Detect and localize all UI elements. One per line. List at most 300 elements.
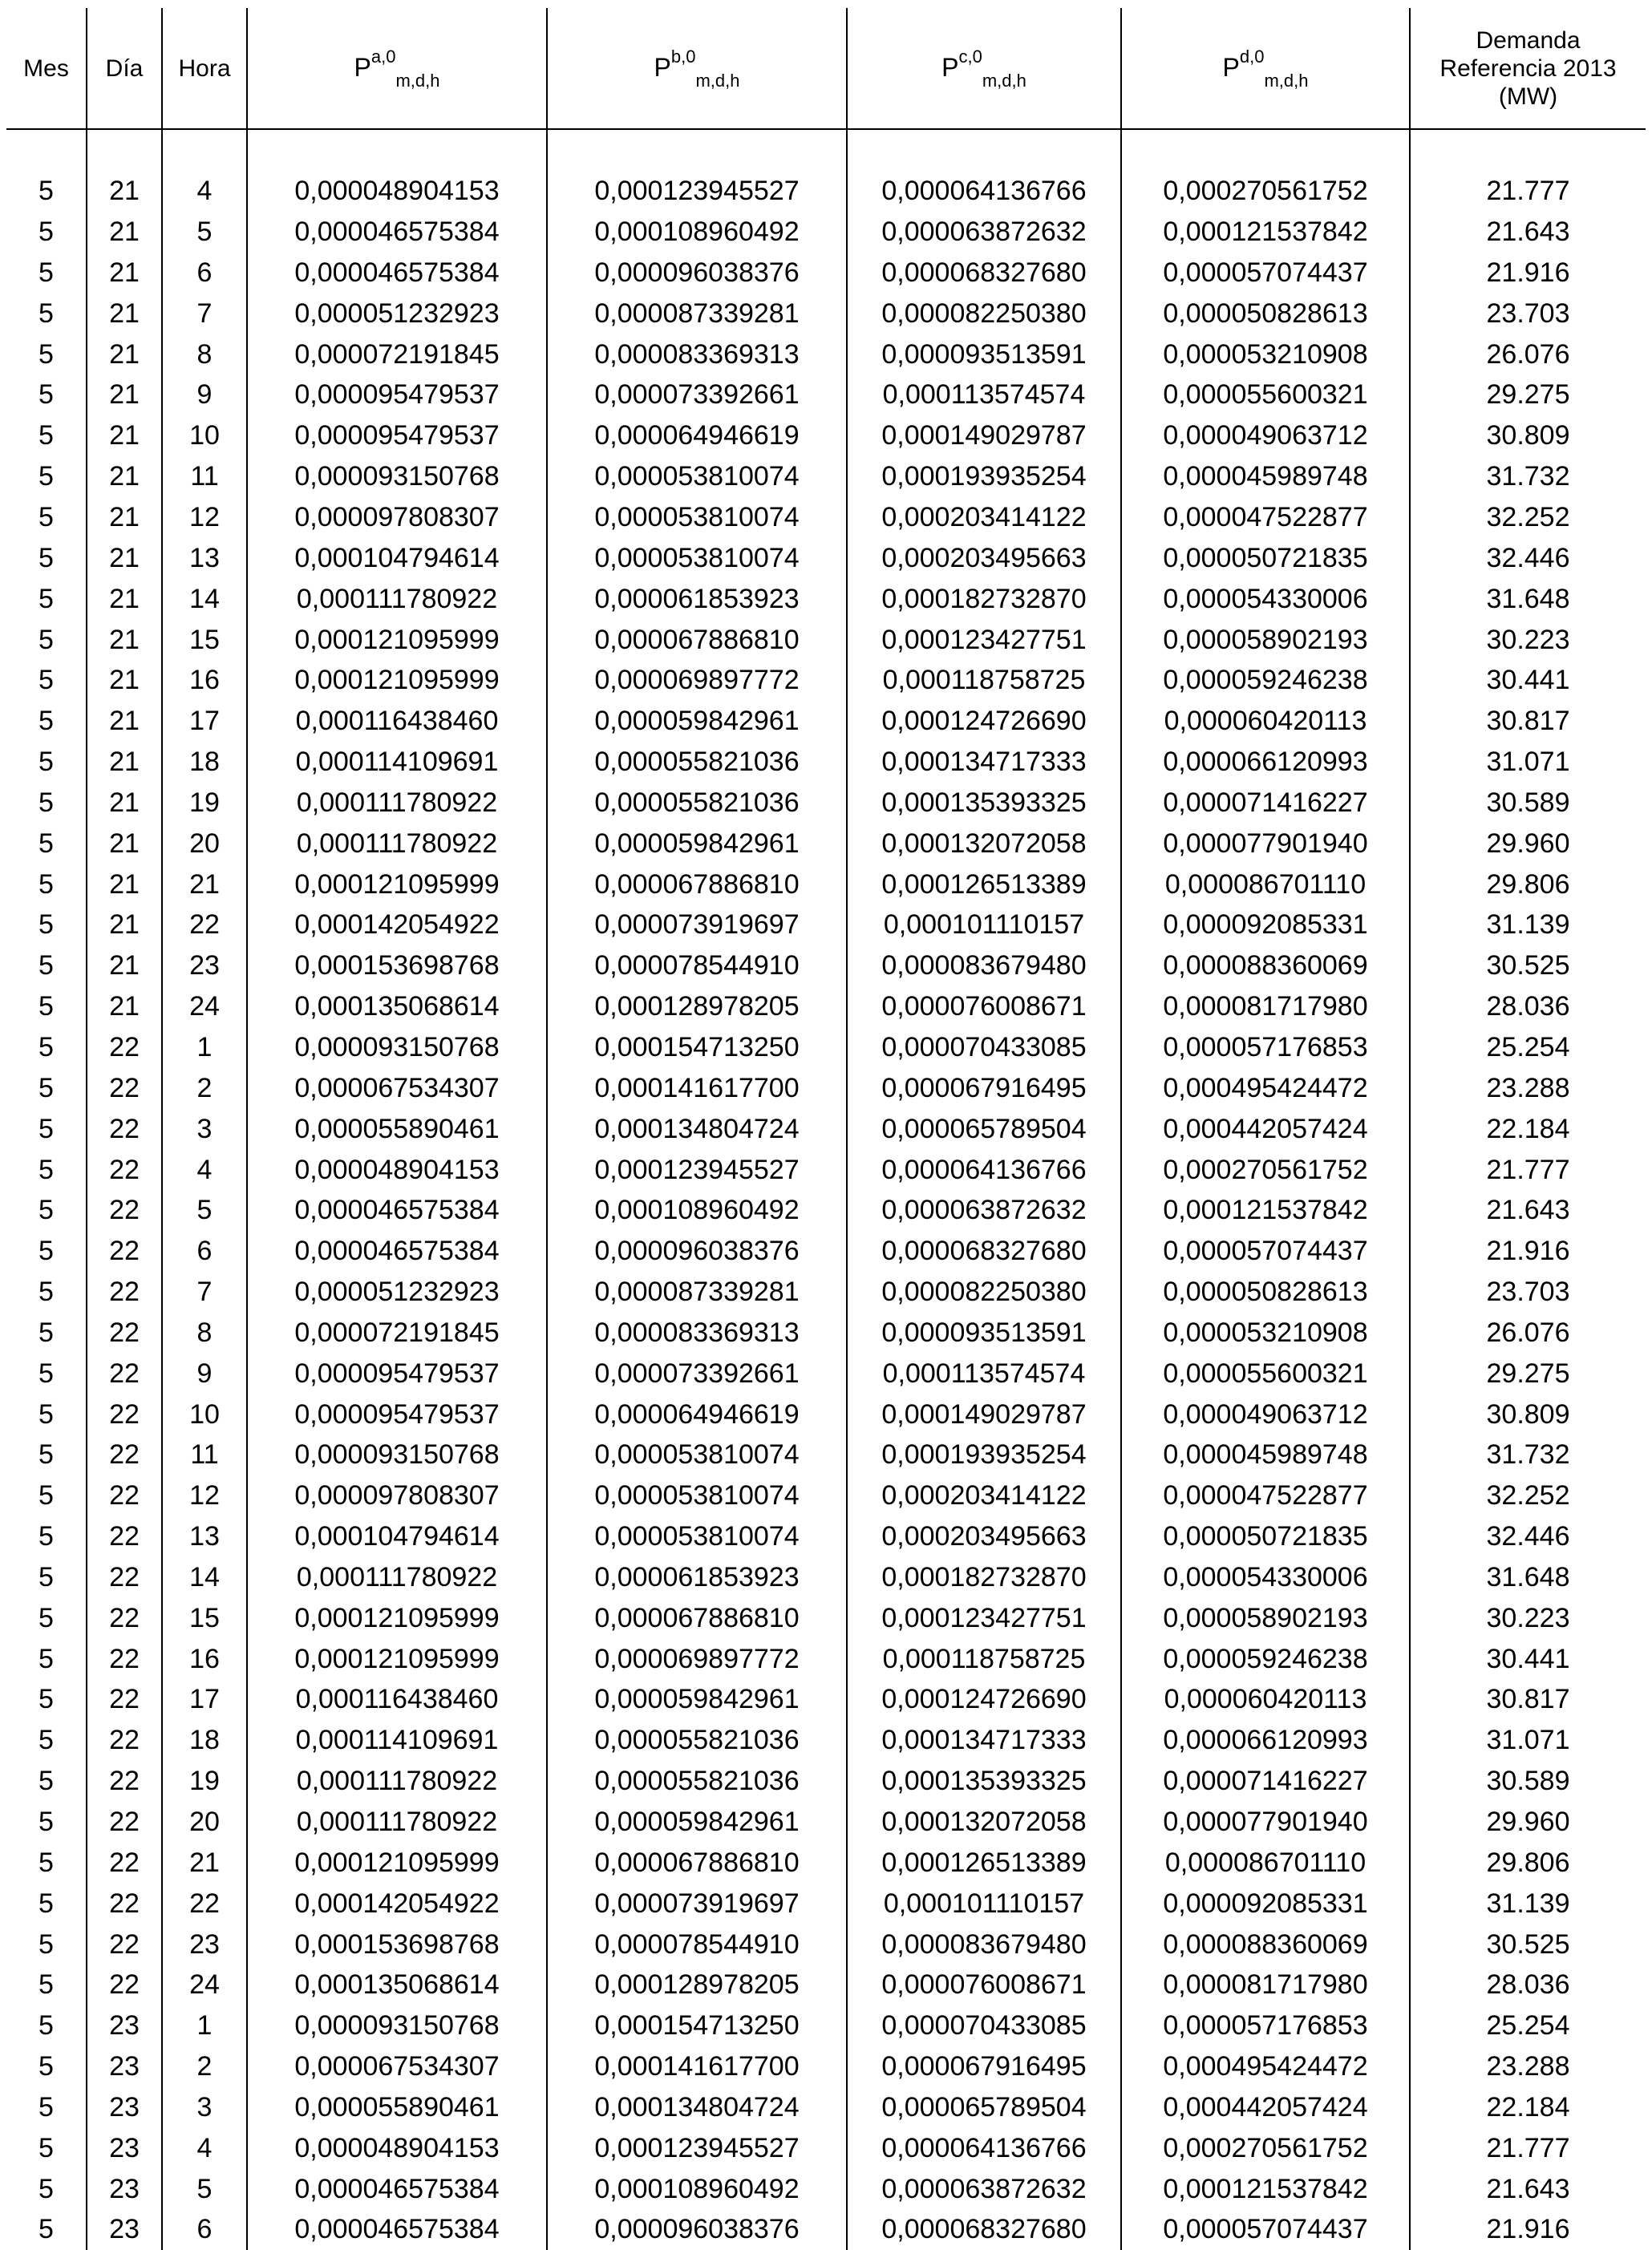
cell-pd: 0,000121537842	[1121, 212, 1410, 253]
cell-pa: 0,000046575384	[247, 2168, 547, 2209]
cell-mes: 5	[38, 1766, 54, 1797]
cell-demanda: 32.446	[1410, 1516, 1646, 1557]
cell-pa: 0,000121095999	[247, 864, 547, 904]
cell-hora: 10	[162, 415, 247, 456]
header-mes: Mes	[6, 8, 87, 129]
cell-pd: 0,000055600321	[1121, 374, 1410, 415]
cell-pc: 0,000067916495	[847, 2046, 1121, 2087]
header-hora: Hora	[162, 8, 247, 129]
cell-pc: 0,000093513591	[847, 334, 1121, 374]
cell-pb: 0,000053810074	[547, 1435, 847, 1475]
cell-dia: 22	[87, 1475, 162, 1516]
cell-pb: 0,000123945527	[547, 171, 847, 212]
cell-pa: 0,000114109691	[247, 1720, 547, 1761]
cell-dia: 22	[87, 1149, 162, 1190]
cell-pb: 0,000073392661	[547, 374, 847, 415]
pb-symbol: P$^{b,0}_{m,d,h}$	[654, 46, 740, 91]
table-row	[6, 171, 1646, 212]
cell-mes: 5	[38, 2010, 54, 2042]
table-row	[6, 1190, 1646, 1231]
cell-pb: 0,000067886810	[547, 1842, 847, 1883]
cell-pc: 0,000126513389	[847, 864, 1121, 904]
cell-pa: 0,000121095999	[247, 1638, 547, 1679]
cell-mes: 5	[38, 1398, 54, 1430]
cell-dia: 23	[87, 2087, 162, 2128]
cell-pd: 0,000081717980	[1121, 1965, 1410, 2005]
cell-mes: 5	[38, 665, 54, 696]
cell-dia: 23	[87, 2127, 162, 2168]
cell-pb: 0,000087339281	[547, 293, 847, 334]
cell-dia: 22	[87, 1883, 162, 1924]
table-row	[6, 1394, 1646, 1435]
cell-hora: 9	[162, 374, 247, 415]
cell-pb: 0,000053810074	[547, 497, 847, 538]
cell-pd: 0,000047522877	[1121, 1475, 1410, 1516]
cell-pa: 0,000097808307	[247, 1475, 547, 1516]
table-row	[6, 619, 1646, 660]
cell-pb: 0,000053810074	[547, 456, 847, 497]
cell-dia: 21	[87, 171, 162, 212]
cell-hora: 24	[162, 1965, 247, 2005]
table-row	[6, 537, 1646, 578]
cell-pd: 0,000058902193	[1121, 619, 1410, 660]
cell-dia: 22	[87, 1557, 162, 1598]
cell-demanda: 31.071	[1410, 742, 1646, 783]
cell-hora: 15	[162, 1597, 247, 1638]
table-row	[6, 1842, 1646, 1883]
cell-pb: 0,000053810074	[547, 537, 847, 578]
table-row	[6, 1435, 1646, 1475]
cell-mes: 5	[38, 583, 54, 614]
cell-pd: 0,000050721835	[1121, 537, 1410, 578]
cell-pc: 0,000134717333	[847, 742, 1121, 783]
cell-pc: 0,000113574574	[847, 374, 1121, 415]
cell-hora: 6	[162, 1231, 247, 1272]
cell-pb: 0,000053810074	[547, 1516, 847, 1557]
cell-pd: 0,000071416227	[1121, 783, 1410, 824]
cell-hora: 1	[162, 1027, 247, 1068]
cell-pb: 0,000108960492	[547, 212, 847, 253]
cell-pa: 0,000046575384	[247, 212, 547, 253]
cell-demanda: 30.589	[1410, 783, 1646, 824]
cell-pc: 0,000124726690	[847, 701, 1121, 742]
cell-dia: 21	[87, 823, 162, 864]
cell-demanda: 29.275	[1410, 374, 1646, 415]
cell-pd: 0,000088360069	[1121, 1924, 1410, 1965]
cell-demanda: 32.252	[1410, 497, 1646, 538]
cell-mes: 5	[38, 1969, 54, 2001]
cell-dia: 22	[87, 1027, 162, 1068]
cell-pc: 0,000149029787	[847, 415, 1121, 456]
cell-mes: 5	[38, 1358, 54, 1389]
cell-pd: 0,000049063712	[1121, 415, 1410, 456]
cell-demanda: 30.589	[1410, 1761, 1646, 1802]
cell-pb: 0,000083369313	[547, 1312, 847, 1353]
cell-pa: 0,000121095999	[247, 1597, 547, 1638]
cell-mes: 5	[38, 1725, 54, 1756]
cell-pa: 0,000095479537	[247, 1353, 547, 1394]
cell-pb: 0,000055821036	[547, 783, 847, 824]
cell-pc: 0,000063872632	[847, 1190, 1121, 1231]
cell-pc: 0,000067916495	[847, 1067, 1121, 1108]
cell-mes: 5	[38, 1888, 54, 1919]
cell-pa: 0,000051232923	[247, 293, 547, 334]
table-row	[6, 945, 1646, 986]
cell-demanda: 31.732	[1410, 1435, 1646, 1475]
cell-pa: 0,000142054922	[247, 904, 547, 945]
header-pc	[847, 8, 1121, 129]
cell-hora: 23	[162, 1924, 247, 1965]
cell-pc: 0,000076008671	[847, 986, 1121, 1027]
cell-mes: 5	[38, 787, 54, 818]
cell-dia: 23	[87, 2168, 162, 2209]
cell-pa: 0,000111780922	[247, 1557, 547, 1598]
cell-pb: 0,000154713250	[547, 1027, 847, 1068]
cell-pc: 0,000068327680	[847, 1231, 1121, 1272]
cell-dia: 21	[87, 212, 162, 253]
cell-pd: 0,000495424472	[1121, 1067, 1410, 1108]
cell-hora: 13	[162, 537, 247, 578]
cell-pa: 0,000093150768	[247, 2005, 547, 2046]
cell-demanda: 25.254	[1410, 1027, 1646, 1068]
cell-dia: 22	[87, 1516, 162, 1557]
cell-pb: 0,000096038376	[547, 2209, 847, 2250]
table-row	[6, 1720, 1646, 1761]
cell-hora: 4	[162, 171, 247, 212]
cell-mes: 5	[38, 2132, 54, 2163]
header-pa	[247, 8, 547, 129]
cell-dia: 22	[87, 1435, 162, 1475]
cell-mes: 5	[38, 379, 54, 411]
cell-pc: 0,000203495663	[847, 1516, 1121, 1557]
cell-mes: 5	[38, 1072, 54, 1103]
cell-pb: 0,000123945527	[547, 2127, 847, 2168]
cell-pa: 0,000095479537	[247, 374, 547, 415]
cell-pd: 0,000057176853	[1121, 2005, 1410, 2046]
table-row	[6, 2046, 1646, 2087]
cell-pb: 0,000061853923	[547, 1557, 847, 1598]
cell-demanda: 29.806	[1410, 1842, 1646, 1883]
table-row	[6, 497, 1646, 538]
cell-mes: 5	[38, 2091, 54, 2123]
cell-pd: 0,000077901940	[1121, 823, 1410, 864]
table-row	[6, 1597, 1646, 1638]
cell-mes: 5	[38, 1807, 54, 1838]
cell-mes: 5	[38, 1277, 54, 1308]
cell-pa: 0,000046575384	[247, 2209, 547, 2250]
cell-pc: 0,000076008671	[847, 1965, 1121, 2005]
cell-pb: 0,000055821036	[547, 1761, 847, 1802]
cell-pc: 0,000068327680	[847, 253, 1121, 293]
cell-pa: 0,000114109691	[247, 742, 547, 783]
cell-dia: 22	[87, 1679, 162, 1720]
demand-profile-table	[6, 8, 1646, 2250]
cell-pc: 0,000064136766	[847, 1149, 1121, 1190]
cell-dia: 21	[87, 293, 162, 334]
cell-mes: 5	[38, 624, 54, 655]
table-row	[6, 1027, 1646, 1068]
cell-pb: 0,000069897772	[547, 1638, 847, 1679]
cell-pa: 0,000111780922	[247, 578, 547, 619]
cell-hora: 9	[162, 1353, 247, 1394]
cell-mes: 5	[38, 868, 54, 900]
cell-demanda: 31.139	[1410, 904, 1646, 945]
cell-hora: 10	[162, 1394, 247, 1435]
table-row	[6, 2168, 1646, 2209]
cell-demanda: 28.036	[1410, 986, 1646, 1027]
cell-pc: 0,000070433085	[847, 1027, 1121, 1068]
cell-dia: 22	[87, 1761, 162, 1802]
cell-pd: 0,000092085331	[1121, 904, 1410, 945]
cell-hora: 15	[162, 619, 247, 660]
cell-pa: 0,000121095999	[247, 660, 547, 701]
cell-mes: 5	[38, 1113, 54, 1144]
cell-demanda: 21.916	[1410, 2209, 1646, 2250]
cell-pa: 0,000153698768	[247, 1924, 547, 1965]
cell-pd: 0,000059246238	[1121, 660, 1410, 701]
cell-pb: 0,000123945527	[547, 1149, 847, 1190]
cell-dia: 21	[87, 864, 162, 904]
cell-pb: 0,000067886810	[547, 619, 847, 660]
cell-mes: 5	[38, 1643, 54, 1674]
cell-pa: 0,000051232923	[247, 1272, 547, 1313]
table-row	[6, 904, 1646, 945]
cell-mes: 5	[38, 1154, 54, 1185]
pa-symbol: P$^{a,0}_{m,d,h}$	[354, 46, 440, 91]
table-row	[6, 1679, 1646, 1720]
cell-pa: 0,000048904153	[247, 171, 547, 212]
cell-hora: 18	[162, 1720, 247, 1761]
cell-mes: 5	[38, 2051, 54, 2082]
cell-pa: 0,000104794614	[247, 1516, 547, 1557]
cell-pb: 0,000108960492	[547, 2168, 847, 2209]
cell-pd: 0,000050721835	[1121, 1516, 1410, 1557]
cell-demanda: 22.184	[1410, 2087, 1646, 2128]
cell-mes: 5	[38, 909, 54, 941]
cell-hora: 14	[162, 578, 247, 619]
cell-pd: 0,000442057424	[1121, 2087, 1410, 2128]
cell-pc: 0,000193935254	[847, 456, 1121, 497]
cell-demanda: 31.648	[1410, 578, 1646, 619]
cell-pd: 0,000055600321	[1121, 1353, 1410, 1394]
cell-demanda: 30.525	[1410, 1924, 1646, 1965]
cell-dia: 22	[87, 1842, 162, 1883]
cell-mes: 5	[38, 1561, 54, 1592]
cell-hora: 22	[162, 1883, 247, 1924]
cell-demanda: 21.777	[1410, 1149, 1646, 1190]
cell-pa: 0,000055890461	[247, 2087, 547, 2128]
cell-pa: 0,000104794614	[247, 537, 547, 578]
cell-pc: 0,000123427751	[847, 1597, 1121, 1638]
table-row	[6, 701, 1646, 742]
cell-pa: 0,000111780922	[247, 823, 547, 864]
cell-hora: 20	[162, 823, 247, 864]
table-row	[6, 1883, 1646, 1924]
cell-pa: 0,000111780922	[247, 783, 547, 824]
cell-pa: 0,000067534307	[247, 1067, 547, 1108]
cell-pb: 0,000141617700	[547, 2046, 847, 2087]
cell-pa: 0,000093150768	[247, 456, 547, 497]
cell-hora: 17	[162, 1679, 247, 1720]
cell-pb: 0,000154713250	[547, 2005, 847, 2046]
cell-dia: 21	[87, 701, 162, 742]
cell-dia: 22	[87, 1067, 162, 1108]
cell-pb: 0,000083369313	[547, 334, 847, 374]
cell-pd: 0,000121537842	[1121, 1190, 1410, 1231]
cell-dia: 21	[87, 742, 162, 783]
cell-hora: 23	[162, 945, 247, 986]
cell-pd: 0,000049063712	[1121, 1394, 1410, 1435]
cell-pa: 0,000067534307	[247, 2046, 547, 2087]
table-row	[6, 1802, 1646, 1843]
table-row	[6, 2005, 1646, 2046]
cell-hora: 22	[162, 904, 247, 945]
cell-demanda: 30.223	[1410, 619, 1646, 660]
cell-pd: 0,000442057424	[1121, 1108, 1410, 1149]
cell-pa: 0,000153698768	[247, 945, 547, 986]
cell-pa: 0,000135068614	[247, 1965, 547, 2005]
cell-demanda: 23.288	[1410, 2046, 1646, 2087]
cell-demanda: 23.703	[1410, 1272, 1646, 1313]
cell-pb: 0,000096038376	[547, 253, 847, 293]
header-row	[6, 8, 1646, 129]
cell-hora: 5	[162, 1190, 247, 1231]
cell-hora: 5	[162, 212, 247, 253]
cell-hora: 8	[162, 1312, 247, 1353]
cell-pd: 0,000050828613	[1121, 1272, 1410, 1313]
cell-pd: 0,000121537842	[1121, 2168, 1410, 2209]
cell-pb: 0,000096038376	[547, 1231, 847, 1272]
cell-pc: 0,000083679480	[847, 945, 1121, 986]
cell-pa: 0,000121095999	[247, 1842, 547, 1883]
cell-pc: 0,000132072058	[847, 1802, 1121, 1843]
cell-demanda: 21.643	[1410, 1190, 1646, 1231]
cell-demanda: 29.806	[1410, 864, 1646, 904]
table-row	[6, 578, 1646, 619]
cell-pa: 0,000135068614	[247, 986, 547, 1027]
cell-pc: 0,000093513591	[847, 1312, 1121, 1353]
cell-mes: 5	[38, 1317, 54, 1348]
cell-pa: 0,000093150768	[247, 1435, 547, 1475]
cell-pb: 0,000078544910	[547, 945, 847, 986]
cell-demanda: 26.076	[1410, 334, 1646, 374]
cell-dia: 22	[87, 1597, 162, 1638]
cell-pb: 0,000055821036	[547, 1720, 847, 1761]
table-body	[6, 129, 1646, 2250]
cell-pd: 0,000058902193	[1121, 1597, 1410, 1638]
cell-hora: 1	[162, 2005, 247, 2046]
cell-pd: 0,000088360069	[1121, 945, 1410, 986]
cell-hora: 3	[162, 1108, 247, 1149]
cell-hora: 8	[162, 334, 247, 374]
table-row	[6, 660, 1646, 701]
cell-pc: 0,000064136766	[847, 2127, 1121, 2168]
cell-dia: 21	[87, 619, 162, 660]
table-header	[6, 8, 1646, 129]
cell-pc: 0,000134717333	[847, 1720, 1121, 1761]
cell-hora: 6	[162, 253, 247, 293]
cell-pa: 0,000116438460	[247, 701, 547, 742]
table-row	[6, 1965, 1646, 2005]
cell-pc: 0,000065789504	[847, 1108, 1121, 1149]
cell-pd: 0,000071416227	[1121, 1761, 1410, 1802]
cell-demanda: 32.252	[1410, 1475, 1646, 1516]
cell-pb: 0,000059842961	[547, 1679, 847, 1720]
cell-hora: 21	[162, 864, 247, 904]
table-row	[6, 2209, 1646, 2250]
cell-demanda: 29.960	[1410, 1802, 1646, 1843]
cell-pd: 0,000086701110	[1121, 1842, 1410, 1883]
cell-hora: 7	[162, 1272, 247, 1313]
table-row	[6, 253, 1646, 293]
cell-pa: 0,000142054922	[247, 1883, 547, 1924]
cell-mes: 5	[38, 257, 54, 288]
cell-pd: 0,000053210908	[1121, 1312, 1410, 1353]
cell-hora: 19	[162, 783, 247, 824]
cell-pd: 0,000059246238	[1121, 1638, 1410, 1679]
cell-mes: 5	[38, 1928, 54, 1960]
cell-dia: 22	[87, 1965, 162, 2005]
header-spacer-row	[6, 129, 1646, 171]
cell-pd: 0,000066120993	[1121, 742, 1410, 783]
cell-mes: 5	[38, 2173, 54, 2204]
cell-mes: 5	[38, 1684, 54, 1715]
cell-pc: 0,000203495663	[847, 537, 1121, 578]
cell-hora: 21	[162, 1842, 247, 1883]
cell-hora: 18	[162, 742, 247, 783]
cell-pa: 0,000046575384	[247, 1190, 547, 1231]
cell-dia: 22	[87, 1638, 162, 1679]
cell-mes: 5	[38, 542, 54, 573]
cell-pc: 0,000063872632	[847, 212, 1121, 253]
cell-hora: 20	[162, 1802, 247, 1843]
cell-pc: 0,000118758725	[847, 1638, 1121, 1679]
cell-pa: 0,000116438460	[247, 1679, 547, 1720]
cell-pc: 0,000113574574	[847, 1353, 1121, 1394]
cell-pc: 0,000135393325	[847, 783, 1121, 824]
cell-hora: 11	[162, 456, 247, 497]
cell-demanda: 30.809	[1410, 415, 1646, 456]
cell-pc: 0,000132072058	[847, 823, 1121, 864]
cell-pa: 0,000095479537	[247, 415, 547, 456]
cell-dia: 21	[87, 497, 162, 538]
cell-pb: 0,000108960492	[547, 1190, 847, 1231]
cell-pb: 0,000053810074	[547, 1475, 847, 1516]
cell-pc: 0,000203414122	[847, 1475, 1121, 1516]
cell-demanda: 23.703	[1410, 293, 1646, 334]
cell-mes: 5	[38, 1521, 54, 1552]
cell-pc: 0,000124726690	[847, 1679, 1121, 1720]
cell-demanda: 31.071	[1410, 1720, 1646, 1761]
table-row	[6, 374, 1646, 415]
cell-hora: 13	[162, 1516, 247, 1557]
cell-dia: 22	[87, 1394, 162, 1435]
cell-hora: 19	[162, 1761, 247, 1802]
table-row	[6, 1638, 1646, 1679]
cell-pa: 0,000048904153	[247, 2127, 547, 2168]
cell-pd: 0,000086701110	[1121, 864, 1410, 904]
table-row	[6, 742, 1646, 783]
cell-pb: 0,000061853923	[547, 578, 847, 619]
cell-hora: 7	[162, 293, 247, 334]
cell-dia: 22	[87, 1720, 162, 1761]
cell-pc: 0,000193935254	[847, 1435, 1121, 1475]
cell-mes: 5	[38, 991, 54, 1022]
cell-demanda: 21.916	[1410, 253, 1646, 293]
cell-dia: 22	[87, 1353, 162, 1394]
cell-pd: 0,000045989748	[1121, 456, 1410, 497]
cell-dia: 23	[87, 2005, 162, 2046]
